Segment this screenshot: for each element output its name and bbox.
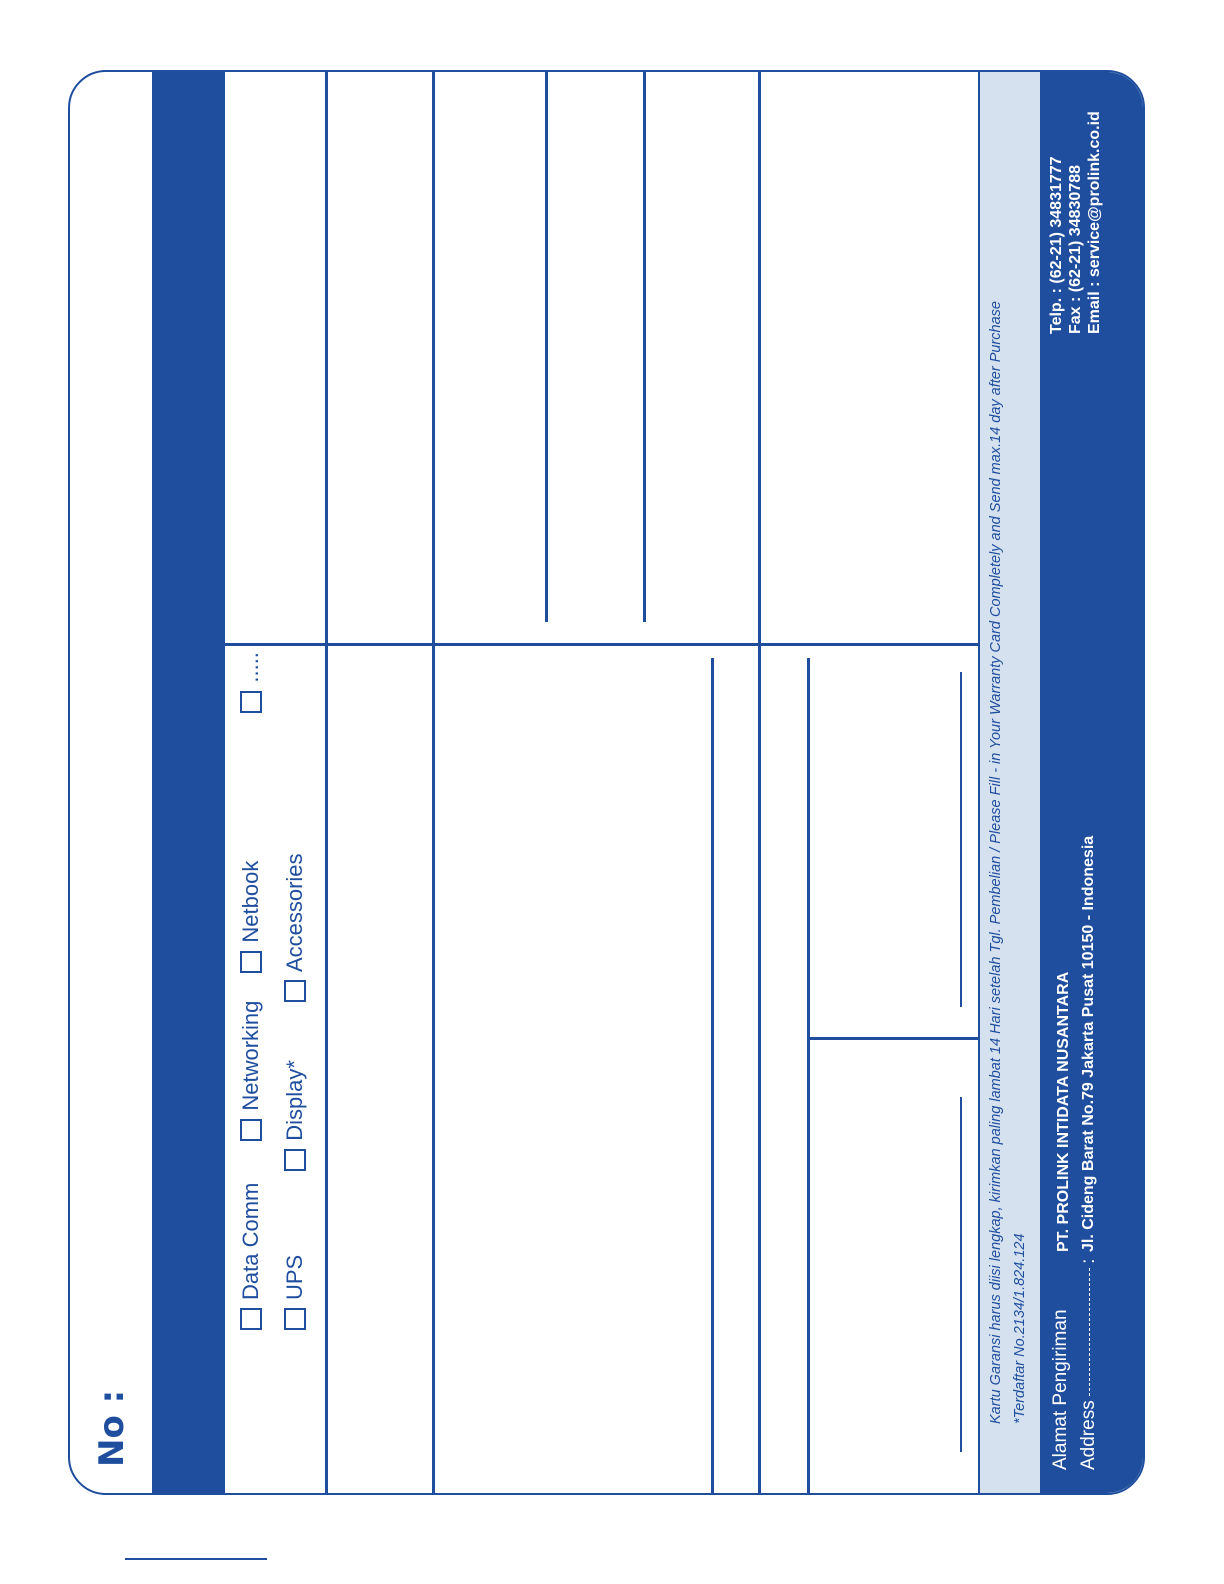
address-label: Alamat Pengiriman [1050,1309,1071,1470]
header-band [152,72,225,1493]
checkbox[interactable] [240,951,262,973]
checkbox[interactable] [240,691,262,713]
category-label: Display* [282,1060,307,1141]
fax-number: Fax : (62-21) 34830788 [1067,165,1084,334]
email-address: Email : service@prolink.co.id [1086,111,1103,334]
company-name: PT. PROLINK INTIDATA NUSANTARA [1055,971,1072,1252]
address-label-en: Address [1078,1400,1099,1470]
registration-note: *Terdaftar No.2134/1.824.124 [1012,1233,1028,1424]
checkbox[interactable] [284,980,306,1002]
cut-mark [125,1558,267,1560]
signature-divider [808,1037,980,1040]
address-dots [1089,1268,1090,1396]
category-label: UPS [282,1254,307,1300]
row-divider [222,643,980,646]
field-line [807,658,810,1495]
column-divider [325,72,328,1493]
address-colon: : [1078,1258,1099,1264]
field-line [545,72,548,622]
column-divider [758,72,761,1493]
category-label: Data Comm [238,1182,263,1300]
checkbox[interactable] [284,1308,306,1330]
field-line [643,72,646,622]
column-divider [432,72,435,1493]
warranty-card [68,70,1145,1495]
signature-line [960,672,962,1007]
category-row-1 [238,652,264,1330]
address-label-en-block [1078,1259,1100,1470]
number-label: No : [92,1389,132,1467]
category-row-2 [282,853,308,1330]
category-label: ..... [238,652,263,683]
phone-number: Telp. : (62-21) 34831777 [1048,156,1065,334]
checkbox[interactable] [284,1149,306,1171]
checkbox[interactable] [240,1119,262,1141]
checkbox[interactable] [240,1308,262,1330]
signature-line [960,1097,962,1452]
category-label: Netbook [238,860,263,943]
instruction-note: Kartu Garansi harus diisi lengkap, kirimkan paling lambat 14 Hari setelah Tgl. Pembelian / Please Fill - in Your Warranty Card Completely and Send max.14 day after Purchase [988,301,1004,1424]
company-address: Jl. Cideng Barat No.79 Jakarta Pusat 10150 - Indonesia [1080,835,1097,1252]
address-label-block [1050,1309,1072,1470]
category-label: Networking [238,1000,263,1111]
category-label: Accessories [282,853,307,973]
field-line [711,658,714,1495]
